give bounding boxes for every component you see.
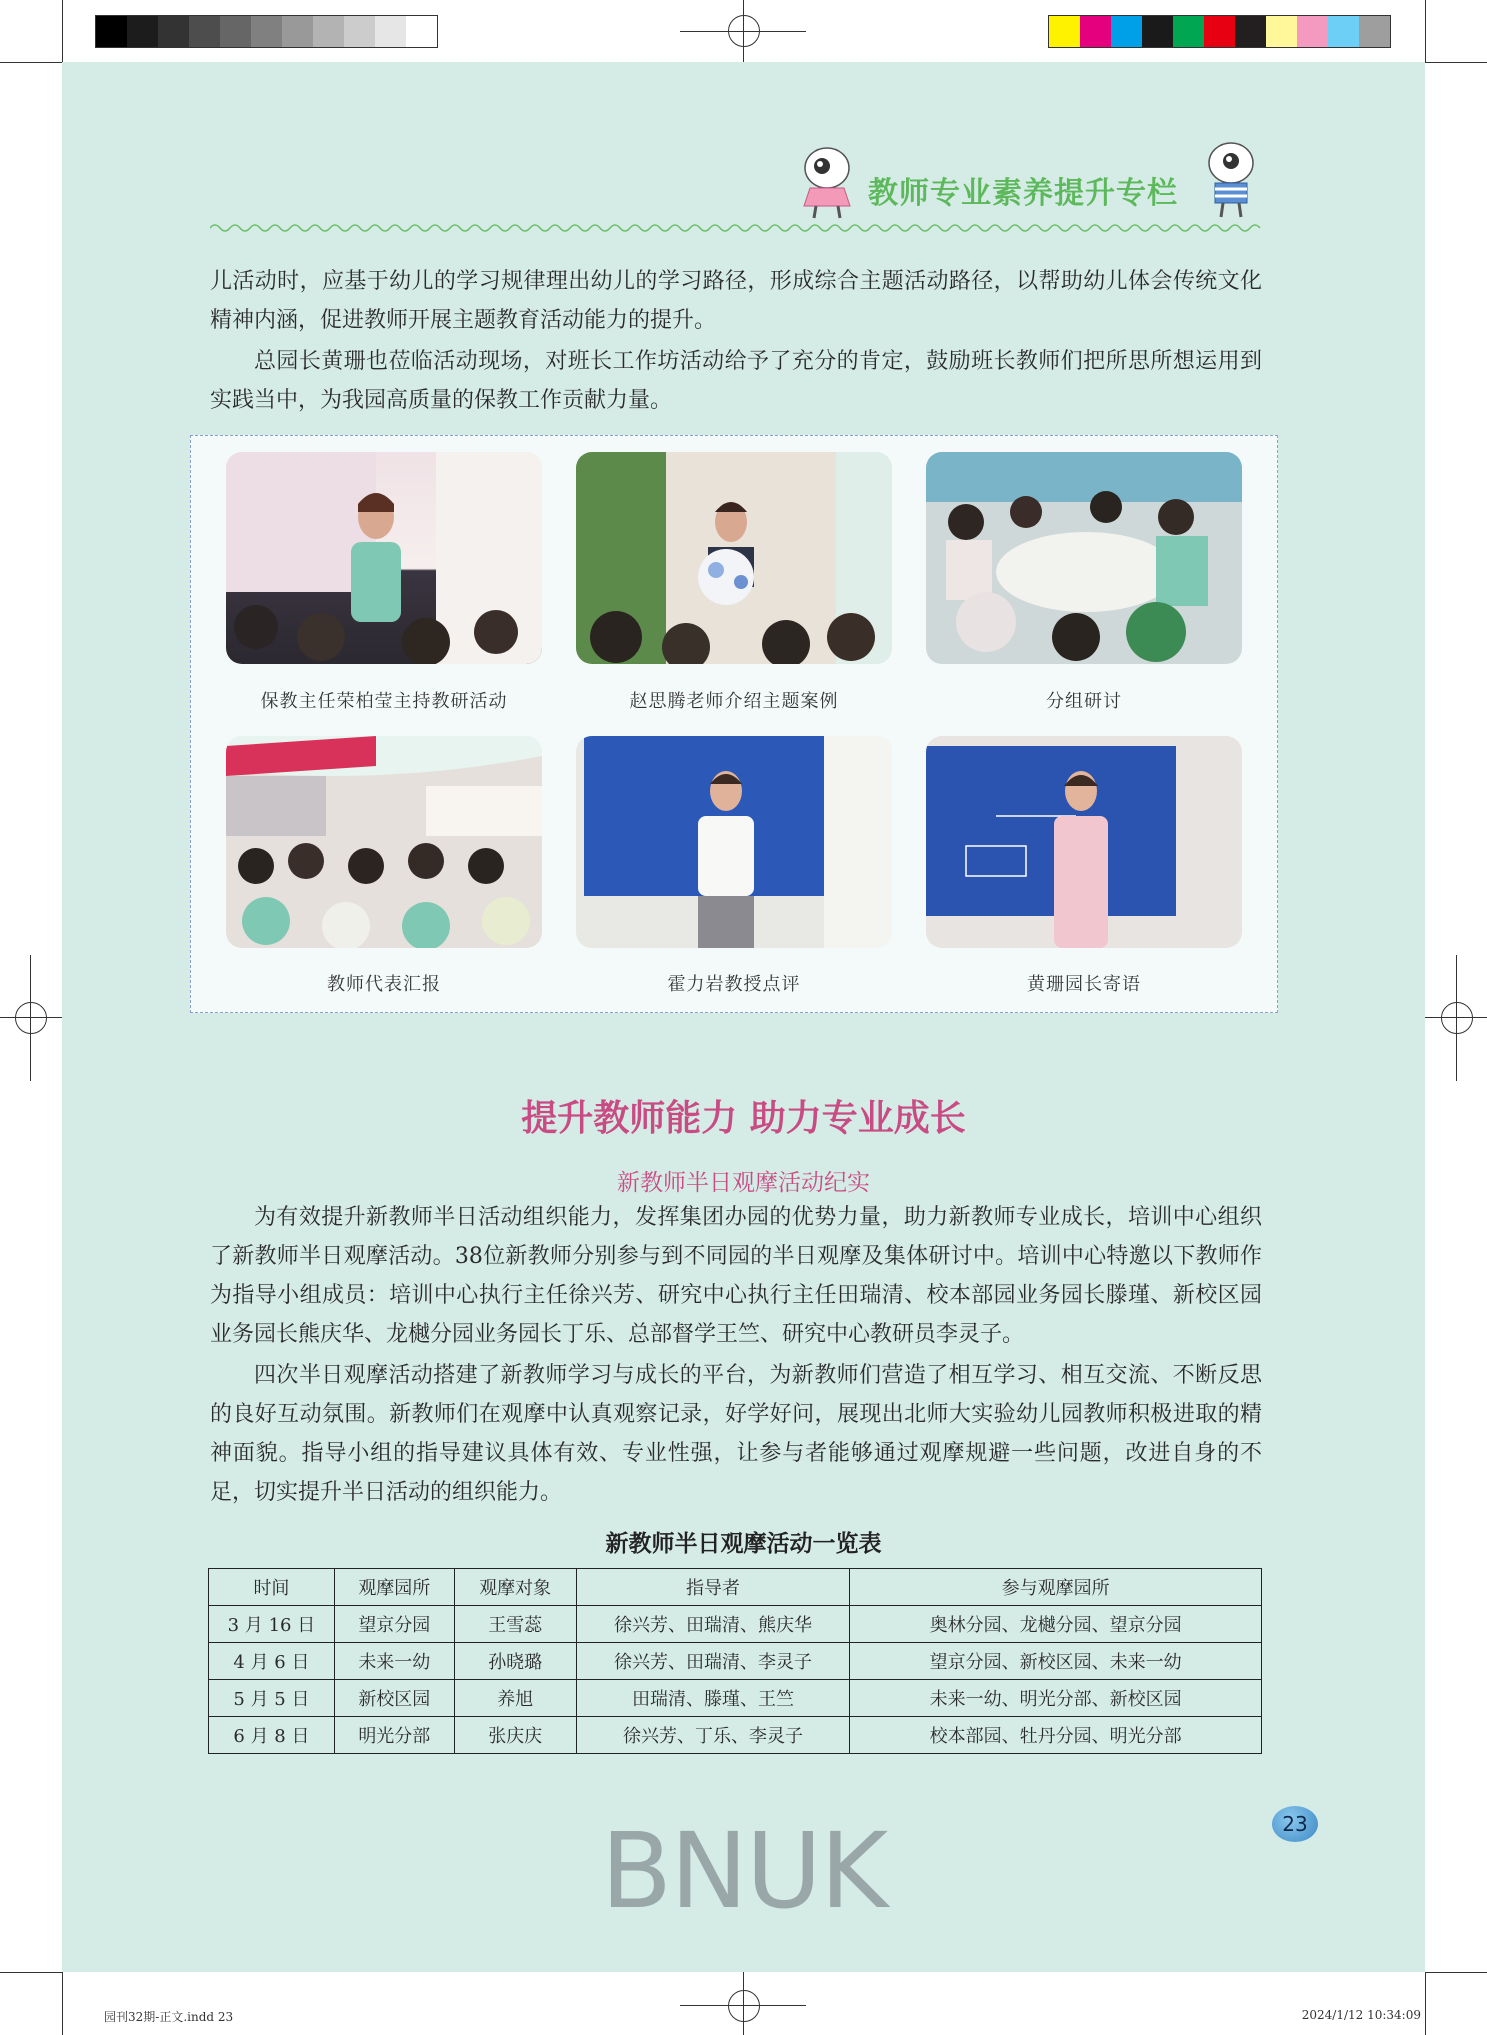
- photo-principal-speech: [926, 736, 1242, 948]
- crop-mark: [743, 1972, 744, 2035]
- intro-paragraph: 儿活动时，应基于幼儿的学习规律理出幼儿的学习路径，形成综合主题活动路径，以帮助幼儿体会传统文化精神内涵，促进教师开展主题教育活动能力的提升。: [210, 269, 1262, 333]
- mascot-boy-icon: [1195, 135, 1267, 220]
- crop-mark: [0, 1017, 62, 1018]
- page-number-badge: 23: [1272, 1806, 1318, 1842]
- article-paragraph: 四次半日观摩活动搭建了新教师学习与成长的平台，为新教师们营造了相互学习、相互交流、不断反思的良好互动氛围。新教师们在观摩中认真观察记录，好学好问，展现出北师大实验幼儿园教师积极进取的精神面貌。指导小组的指导建议具体有效、专业性强，让参与者能够通过观摩规避一些问题，改进自身的不足，切实提升半日活动的组织能力。: [210, 1363, 1262, 1505]
- table-cell: 4 月 6 日: [209, 1643, 335, 1680]
- table-cell: 奥林分园、龙樾分园、望京分园: [850, 1606, 1262, 1643]
- crop-mark: [1425, 62, 1487, 63]
- table-cell: 新校区园: [334, 1680, 454, 1717]
- photo-teacher-presenting: [226, 452, 542, 664]
- crop-mark: [1456, 955, 1457, 1081]
- table-cell: 望京分园、新校区园、未来一幼: [850, 1643, 1262, 1680]
- color-calibration-bar: [1048, 15, 1391, 48]
- table-cell: 6 月 8 日: [209, 1717, 335, 1754]
- header-observed-teacher: 观摩对象: [454, 1569, 576, 1606]
- registration-mark: [1441, 1002, 1473, 1034]
- registration-mark: [728, 1990, 760, 2022]
- table-title: 新教师半日观摩活动一览表: [605, 1531, 882, 1557]
- photo-professor-comment: [576, 736, 892, 948]
- crop-mark: [62, 1972, 63, 2035]
- observation-schedule-table: [208, 1568, 1262, 1754]
- table-row: [209, 1717, 1262, 1754]
- mascot-girl-icon: [792, 140, 862, 220]
- crop-mark: [1425, 1972, 1487, 1973]
- article-subtitle: 新教师半日观摩活动纪实: [617, 1170, 870, 1196]
- header-time: 时间: [209, 1569, 335, 1606]
- table-cell: 田瑞清、滕瑾、王竺: [576, 1680, 850, 1717]
- table-cell: 徐兴芳、田瑞清、熊庆华: [576, 1606, 850, 1643]
- intro-paragraph: 总园长黄珊也莅临活动现场，对班长工作坊活动给予了充分的肯定，鼓励班长教师们把所思所想运用到实践当中，为我园高质量的保教工作贡献力量。: [210, 349, 1262, 413]
- photo-caption: 霍力岩教授点评: [667, 974, 801, 995]
- grayscale-calibration-bar: [95, 15, 438, 48]
- crop-mark: [62, 0, 63, 62]
- header-mentors: 指导者: [576, 1569, 850, 1606]
- article-title: 提升教师能力 助力专业成长: [521, 1098, 966, 1139]
- registration-mark: [15, 1002, 47, 1034]
- table-cell: 明光分部: [334, 1717, 454, 1754]
- crop-mark: [0, 1972, 62, 1973]
- table-cell: 校本部园、牡丹分园、明光分部: [850, 1717, 1262, 1754]
- table-row: [209, 1680, 1262, 1717]
- crop-mark: [1425, 1972, 1426, 2035]
- table-cell: 张庆庆: [454, 1717, 576, 1754]
- watermark-logo: BNUK: [600, 1810, 887, 1932]
- footer-timestamp: 2024/1/12 10:34:09: [1301, 2008, 1421, 2022]
- photo-caption: 分组研讨: [1046, 691, 1122, 712]
- table-cell: 未来一幼: [334, 1643, 454, 1680]
- table-cell: 养旭: [454, 1680, 576, 1717]
- crop-mark: [30, 955, 31, 1081]
- photo-caption: 赵思腾老师介绍主题案例: [629, 691, 839, 712]
- article-paragraph: 为有效提升新教师半日活动组织能力，发挥集团办园的优势力量，助力新教师专业成长，培训中心组织了新教师半日观摩活动。38位新教师分别参与到不同园的半日观摩及集体研讨中。培训中心特邀以下教师作为指导小组成员：培训中心执行主任徐兴芳、研究中心执行主任田瑞清、校本部园业务园长滕瑾、新校区园业务园长熊庆华、龙樾分园业务园长丁乐、总部督学王竺、研究中心教研员李灵子。: [210, 1205, 1262, 1347]
- crop-mark: [1425, 0, 1426, 62]
- table-cell: 徐兴芳、田瑞清、李灵子: [576, 1643, 850, 1680]
- table-row: [209, 1643, 1262, 1680]
- table-row: [209, 1606, 1262, 1643]
- column-title: 教师专业素养提升专栏: [868, 176, 1178, 211]
- crop-mark: [0, 62, 62, 63]
- header-venue: 观摩园所: [334, 1569, 454, 1606]
- photo-group-discussion: [926, 452, 1242, 664]
- table-cell: 3 月 16 日: [209, 1606, 335, 1643]
- photo-caption: 黄珊园长寄语: [1027, 974, 1141, 995]
- table-header-row: [209, 1569, 1262, 1606]
- photo-caption: 教师代表汇报: [327, 974, 441, 995]
- table-cell: 孙晓璐: [454, 1643, 576, 1680]
- header-divider: [210, 222, 1262, 234]
- footer-file-info: 园刊32期-正文.indd 23: [104, 2010, 234, 2024]
- table-cell: 5 月 5 日: [209, 1680, 335, 1717]
- table-cell: 王雪蕊: [454, 1606, 576, 1643]
- photo-caption: 保教主任荣柏莹主持教研活动: [260, 691, 508, 712]
- table-cell: 望京分园: [334, 1606, 454, 1643]
- crop-mark: [743, 0, 744, 62]
- photo-teacher-at-podium: [576, 452, 892, 664]
- header-participating-schools: 参与观摩园所: [850, 1569, 1262, 1606]
- photo-teacher-report: [226, 736, 542, 948]
- table-cell: 徐兴芳、丁乐、李灵子: [576, 1717, 850, 1754]
- table-cell: 未来一幼、明光分部、新校区园: [850, 1680, 1262, 1717]
